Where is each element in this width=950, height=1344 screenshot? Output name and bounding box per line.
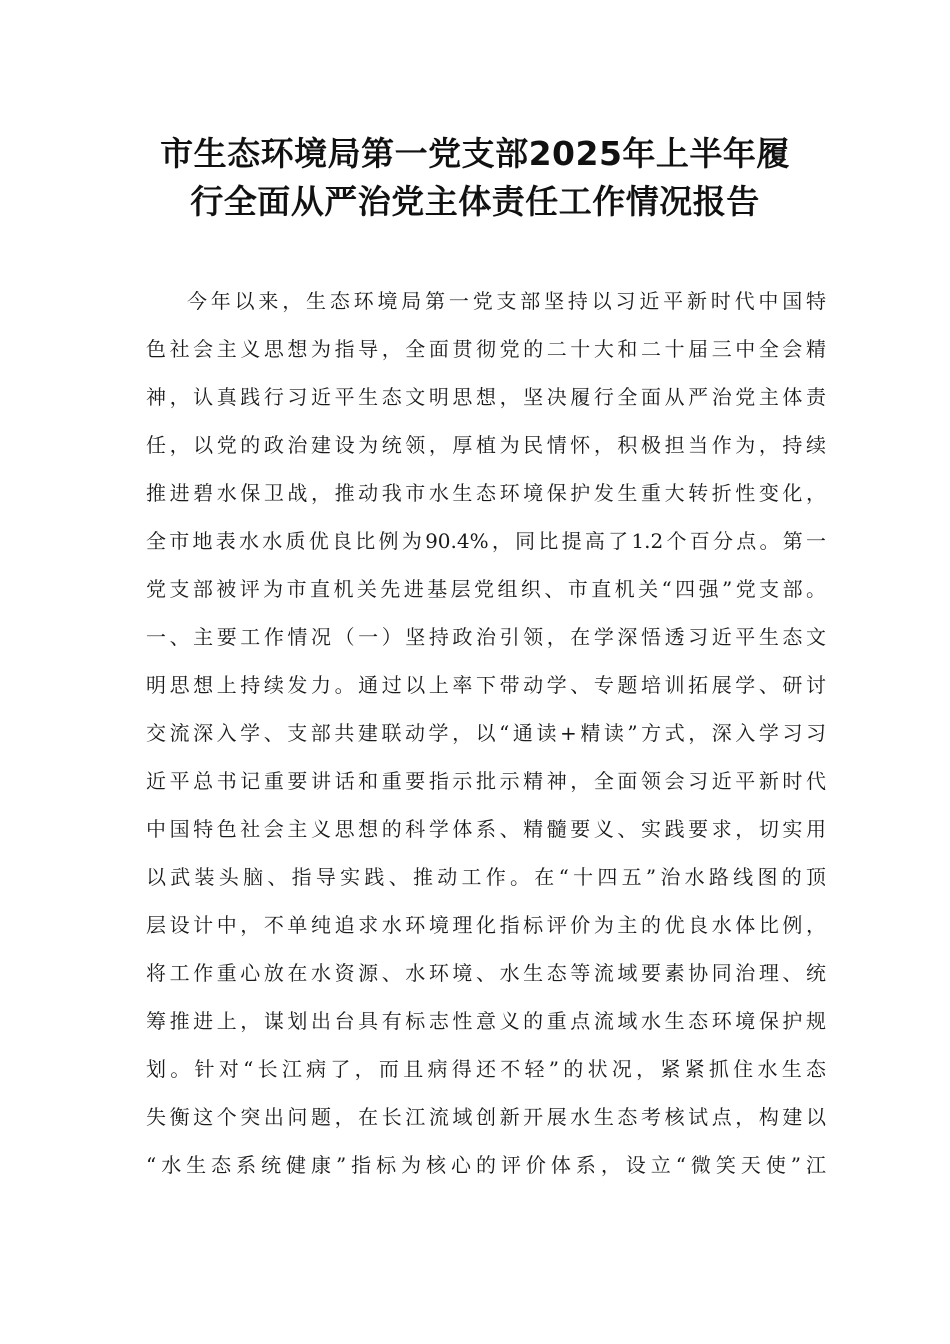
body-line: 党支部被评为市直机关先进基层党组织、市直机关“四强”党支部。 [146, 577, 826, 601]
body-line: 交流深入学、支部共建联动学，以“通读+精读”方式，深入学习习 [146, 721, 826, 745]
body-line: 将工作重心放在水资源、水环境、水生态等流域要素协同治理、统 [146, 961, 826, 985]
body-line: 神，认真践行习近平生态文明思想，坚决履行全面从严治党主体责 [146, 385, 826, 409]
body-line: 中国特色社会主义思想的科学体系、精髓要义、实践要求，切实用 [146, 817, 826, 841]
body-line: 近平总书记重要讲话和重要指示批示精神，全面领会习近平新时代 [146, 769, 826, 793]
body-line: 失衡这个突出问题，在长江流域创新开展水生态考核试点，构建以 [146, 1105, 826, 1129]
document-title-line-2: 行全面从严治党主体责任工作情况报告 [190, 182, 760, 221]
document-title-line-1: 市生态环境局第一党支部2025年上半年履 [160, 134, 790, 173]
body-line: 划。针对“长江病了，而且病得还不轻”的状况，紧紧抓住水生态 [146, 1057, 826, 1081]
body-line: “水生态系统健康”指标为核心的评价体系，设立“微笑天使”江 [146, 1153, 826, 1177]
body-line: 全市地表水水质优良比例为90.4%，同比提高了1.2个百分点。第一 [146, 529, 826, 553]
body-line: 推进碧水保卫战，推动我市水生态环境保护发生重大转折性变化， [146, 481, 826, 505]
body-line: 一、主要工作情况（一）坚持政治引领，在学深悟透习近平生态文 [146, 625, 826, 649]
body-line: 以武装头脑、指导实践、推动工作。在“十四五”治水路线图的顶 [146, 865, 826, 889]
body-line: 层设计中，不单纯追求水环境理化指标评价为主的优良水体比例， [146, 913, 826, 937]
body-line: 今年以来，生态环境局第一党支部坚持以习近平新时代中国特 [187, 289, 826, 313]
body-line: 筹推进上，谋划出台具有标志性意义的重点流域水生态环境保护规 [146, 1009, 826, 1033]
body-line: 明思想上持续发力。通过以上率下带动学、专题培训拓展学、研讨 [146, 673, 826, 697]
body-line: 任，以党的政治建设为统领，厚植为民情怀，积极担当作为，持续 [146, 433, 826, 457]
body-line: 色社会主义思想为指导，全面贯彻党的二十大和二十届三中全会精 [146, 337, 826, 361]
